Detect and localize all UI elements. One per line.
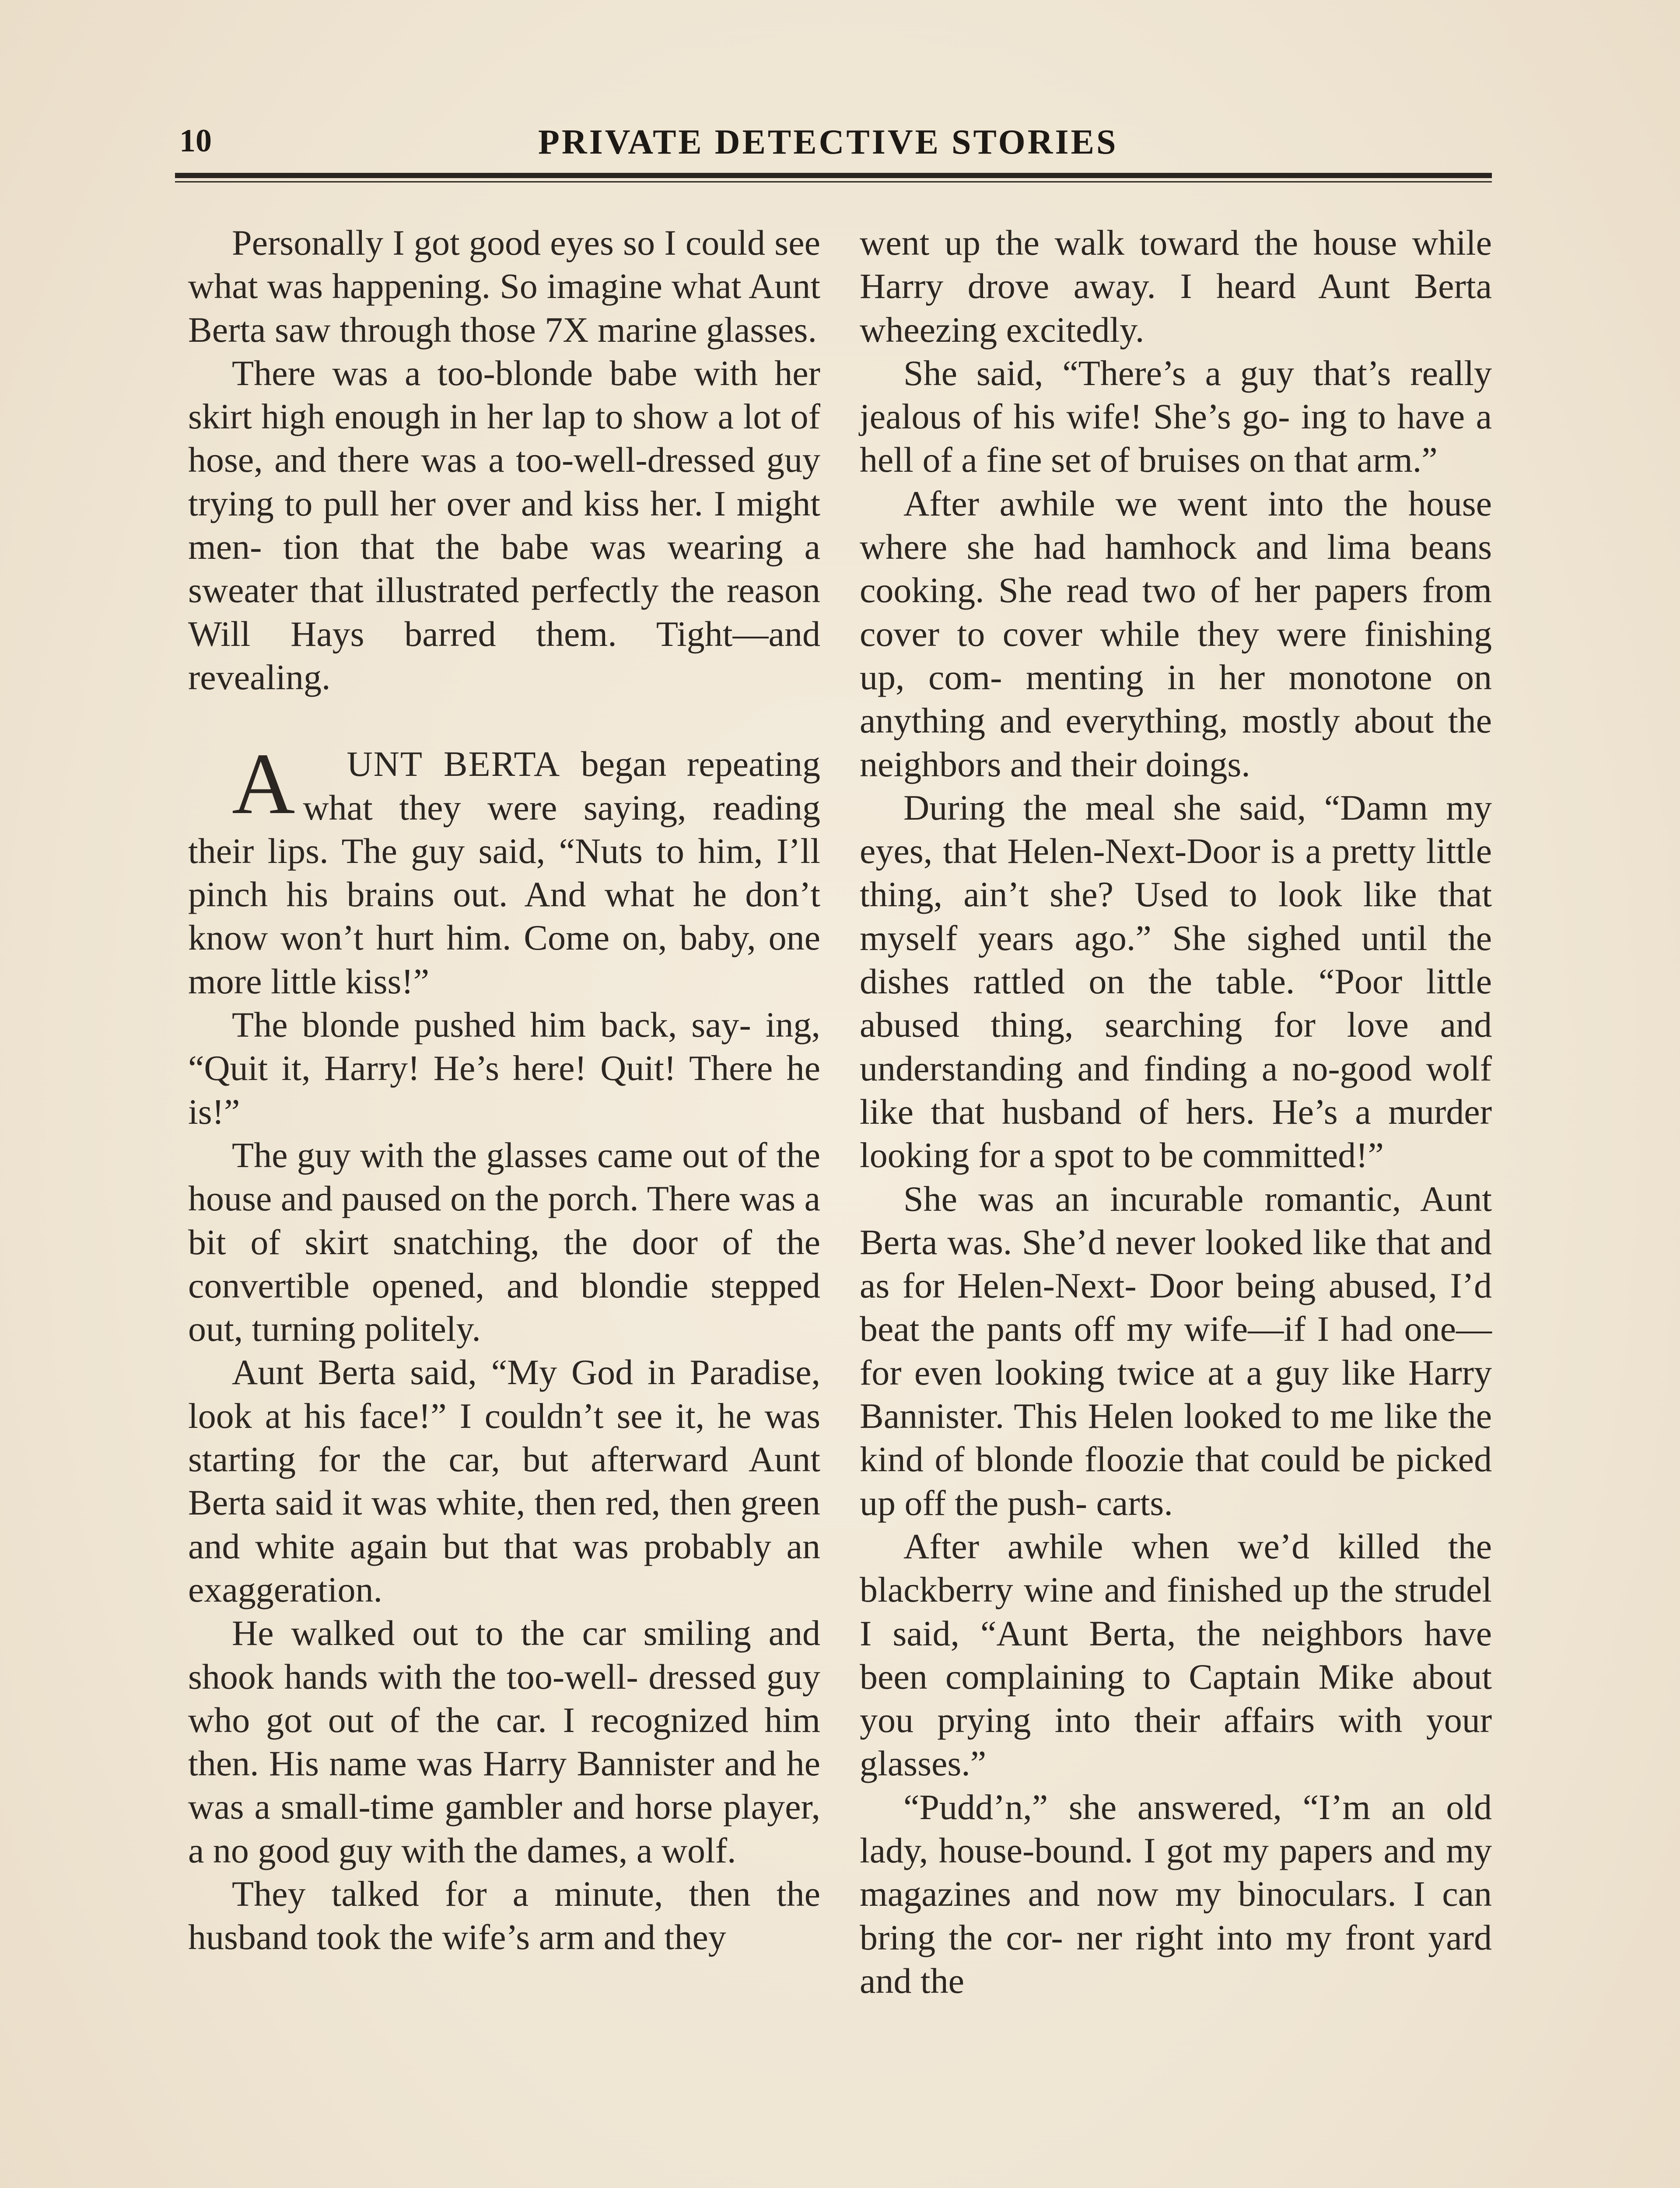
right-column	[860, 221, 1492, 2002]
header-rule	[175, 173, 1492, 178]
paragraph-text: began repeating what they were saying, reading their lips. The guy said, “Nuts to him, I’ll pinch his brains out. And what he don’t know won’t hurt him. Come on, baby, one more little kiss!”	[188, 744, 820, 1001]
paragraph: He walked out to the car smiling and shook hands with the too-well- dressed guy who got out of the car. I recognized him then. His name was Harry Bannister and he was a small-time gambler and horse player, a no good guy with the dames, a wolf.	[188, 1613, 820, 1870]
paragraph: After awhile we went into the house where she had hamhock and lima beans cooking. She read two of her papers from cover to cover while they were finishing up, com- menting in her monotone on anything and everything, mostly about the neighbors and their doings.	[860, 483, 1492, 784]
running-title: PRIVATE DETECTIVE STORIES	[538, 123, 1118, 161]
paragraph: “Pudd’n,” she answered, “I’m an old lady, house-bound. I got my papers and my magazines and now my binoculars. I can bring the cor- ner right into my front yard and the	[860, 1787, 1492, 2001]
left-column	[188, 221, 820, 1959]
paragraph: During the meal she said, “Damn my eyes, that Helen-Next-Door is a pretty little thing, ain’t she? Used to look like that myself years ago.” She sighed until the dishes rattled on the table. “Poor little abused thing, searching for love and understanding and finding a no-good wolf like that husband of hers. He’s a murder looking for a spot to be committed!”	[860, 787, 1492, 1175]
paragraph: After awhile when we’d killed the blackberry wine and finished up the strudel I said, “Aunt Berta, the neighbors have been complaining to Captain Mike about you prying into their affairs with your glasses.”	[860, 1526, 1492, 1784]
paragraph: The guy with the glasses came out of the house and paused on the porch. There was a bit of skirt snatching, the door of the convertible opened, and blondie stepped out, turning politely.	[188, 1135, 820, 1349]
page-header	[179, 118, 1492, 166]
paragraph: The blonde pushed him back, say- ing, “Quit it, Harry! He’s here! Quit! There he is!”	[188, 1005, 820, 1132]
drop-cap: A	[232, 736, 295, 833]
paragraph: She was an incurable romantic, Aunt Berta was. She’d never looked like that and as for Helen-Next- Door being abused, I’d beat the pants off my wife—if I had one—for even looking twice at a guy like Harry Bannister. This Helen looked to me like the kind of blonde floozie that could be picked up off the push- carts.	[860, 1178, 1492, 1523]
paragraph: Aunt Berta said, “My God in Paradise, look at his face!” I couldn’t see it, he was starting for the car, but afterward Aunt Berta said it was white, then red, then green and white again but that was probably an exaggeration.	[188, 1352, 820, 1609]
header-rule-thin	[175, 181, 1492, 182]
lead-in-smallcaps: UNT BERTA	[346, 744, 561, 784]
paragraph: They talked for a minute, then the husband took the wife’s arm and they	[188, 1873, 820, 1957]
paragraph: went up the walk toward the house while Harry drove away. I heard Aunt Berta wheezing excitedly.	[860, 223, 1492, 350]
paragraph-dropcap	[188, 736, 820, 1003]
paragraph: There was a too-blonde babe with her skirt high enough in her lap to show a lot of hose, and there was a too-well-dressed guy trying to pull her over and kiss her. I might men- tion that the babe was wearing a sweater that illustrated perfectly the reason Will Hays barred them. Tight—and revealing.	[188, 353, 820, 697]
page-number: 10	[179, 123, 212, 159]
paragraph: She said, “There’s a guy that’s really jealous of his wife! She’s go- ing to have a hell of a fine set of bruises on that arm.”	[860, 353, 1492, 480]
paragraph: Personally I got good eyes so I could see what was happening. So imagine what Aunt Berta saw through those 7X marine glasses.	[188, 223, 820, 350]
